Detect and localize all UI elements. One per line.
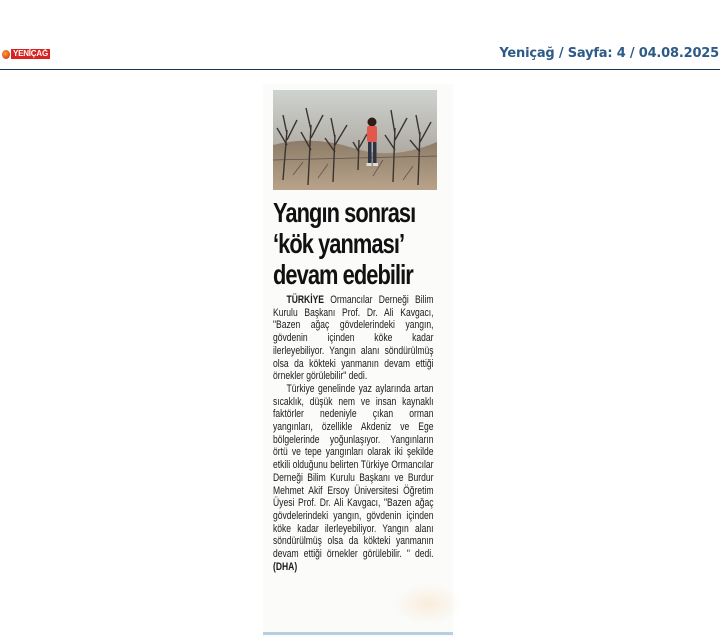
- news-source: (DHA): [273, 560, 298, 573]
- headline-line-1: Yangın sonrası: [273, 197, 416, 228]
- clipping-bottom-bar: [263, 632, 453, 635]
- paragraph-2-text: Türkiye genelinde yaz aylarında artan sıcaklık, düşük nem ve insan kaynaklı faktörler nedeniyle çıkan orman yangınları, özellikle Akdeniz ve Ege bölgelerinde yoğunlaşıyor. Yangınların örtü ve tepe yangınları olarak iki şekilde etkili olduğunu belirten Türkiye Ormancılar Derneği Bilim Kurulu Başkanı ve Burdur Mehmet Akif Ersoy Üniversitesi Öğretim Üyesi Prof. Dr. Ali Kavgacı, "Bazen ağaç gövdelerindeki yangın, gövdenin içinden köke kadar ilerleyebiliyor. Yangın alanı söndürülmüş olsa da kökteki yanmanın devam ettiği örnekler görülebilir. " dedi.: [273, 382, 434, 561]
- page-reference: Yeniçağ / Sayfa: 4 / 04.08.2025: [499, 46, 719, 61]
- article-headline: [273, 197, 449, 290]
- headline-line-2: ‘kök yanması’: [273, 228, 405, 259]
- dateline: TÜRKİYE: [286, 294, 324, 306]
- article-photo: [273, 90, 437, 190]
- article-clipping: [263, 84, 453, 637]
- paragraph-1: [273, 294, 434, 383]
- yenicag-logo: [2, 49, 50, 59]
- headline-line-3: devam edebilir: [273, 259, 413, 290]
- header-divider: [0, 69, 720, 70]
- clipping-header: [0, 0, 720, 70]
- paragraph-1-text: Ormancılar Derneği Bilim Kurulu Başkanı Prof. Dr. Ali Kavgacı, "Bazen ağaç gövdelerindeki yangın, gövdenin içinden köke kadar ilerleyebiliyor. Yangın alanı söndürülmüş olsa da kökteki yanmanın devam ettiği örnekler görülebilir" dedi.: [273, 294, 434, 383]
- paragraph-2: [273, 383, 434, 574]
- logo-text: YENİÇAĞ: [12, 49, 48, 58]
- article-body: [273, 294, 434, 573]
- watermark: [393, 584, 463, 624]
- logo-flame-icon: [2, 50, 10, 59]
